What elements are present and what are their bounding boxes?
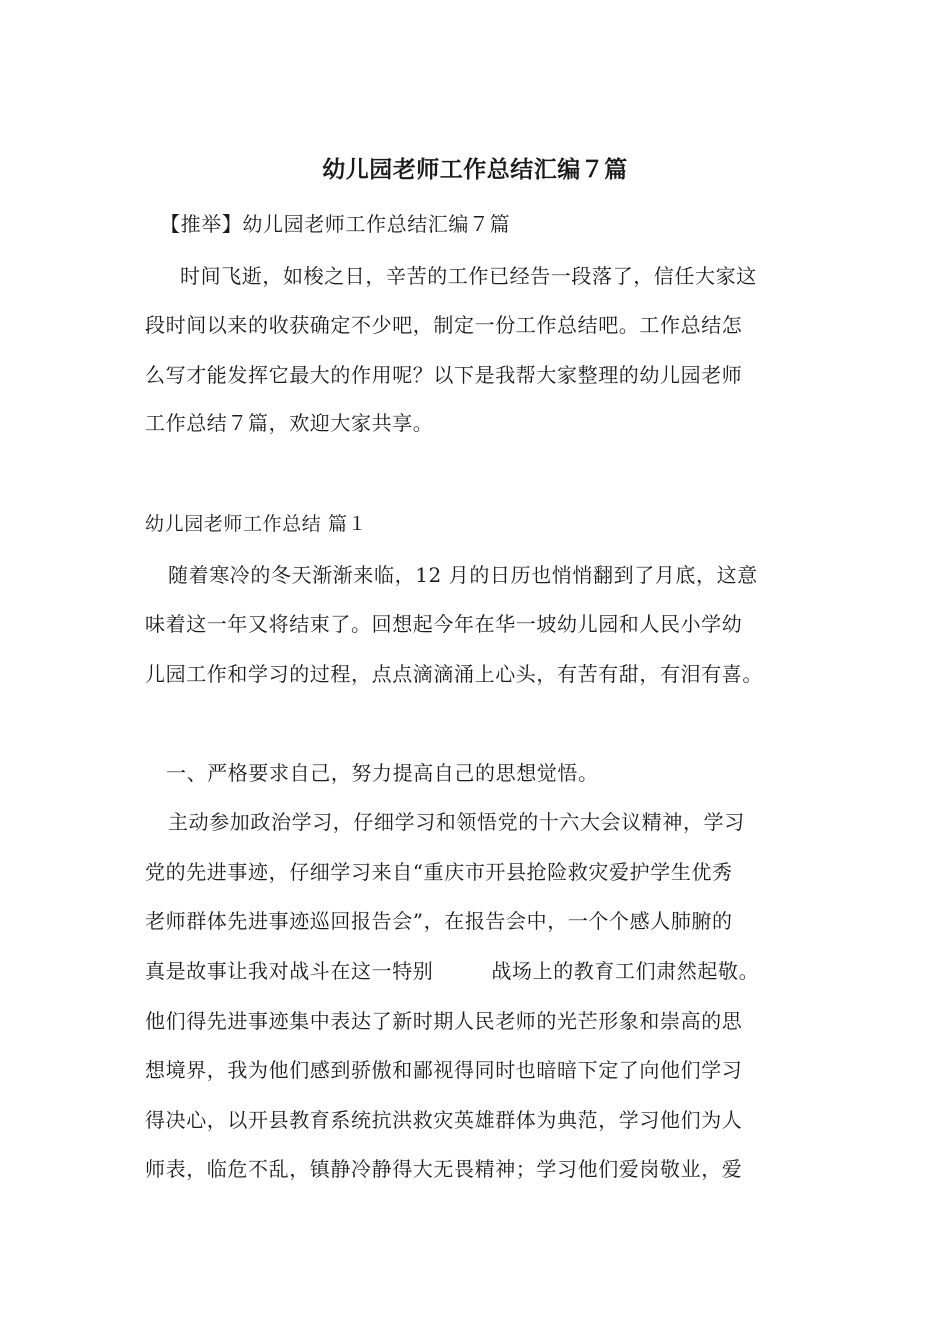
paragraph-line: 想境界，我为他们感到骄傲和鄙视得同时也暗暗下定了向他们学习 xyxy=(145,1058,743,1082)
document-subtitle: 【推举】幼儿园老师工作总结汇编７篇 xyxy=(160,212,511,236)
paragraph-line: 主动参加政治学习，仔细学习和领悟党的十六大会议精神，学习 xyxy=(168,810,745,834)
paragraph-line: 得决心，以开县教育系统抗洪救灾英雄群体为典范，学习他们为人 xyxy=(145,1108,743,1132)
paragraph-line-part: 战场上的教育工们肃然起敬。 xyxy=(491,959,760,983)
document-title: 幼儿园老师工作总结汇编７篇 xyxy=(322,157,628,183)
paragraph-line xyxy=(145,956,759,986)
intro-line: 段时间以来的收获确定不少吧，制定一份工作总结吧。工作总结怎 xyxy=(145,313,743,337)
section-heading: 幼儿园老师工作总结 篇１ xyxy=(145,513,368,535)
point-heading: 一、严格要求自己，努力提高自己的思想觉悟。 xyxy=(166,761,599,785)
paragraph-line-part: 真是故事让我对战斗在这一特别 xyxy=(145,959,434,983)
paragraph-line: 儿园工作和学习的过程，点点滴滴涌上心头，有苦有甜，有泪有喜。 xyxy=(145,662,763,686)
intro-line: 么写才能发挥它最大的作用呢？以下是我帮大家整理的幼儿园老师 xyxy=(145,363,743,387)
paragraph-line: 随着寒冷的冬天渐渐来临，12 月的日历也悄悄翻到了月底，这意 xyxy=(168,563,758,587)
paragraph-line: 师表，临危不乱，镇静冷静得大无畏精神；学习他们爱岗敬业，爱 xyxy=(145,1157,743,1181)
paragraph-line: 老师群体先进事迹巡回报告会”，在报告会中，一个个感人肺腑的 xyxy=(145,909,733,933)
paragraph-line: 党的先进事迹，仔细学习来自“重庆市开县抢险救灾爱护学生优秀 xyxy=(145,860,733,884)
intro-line: 工作总结７篇，欢迎大家共享。 xyxy=(145,411,434,435)
intro-line: 时间飞逝，如梭之日，辛苦的工作已经告一段落了，信任大家这 xyxy=(180,264,757,288)
paragraph-line: 味着这一年又将结束了。回想起今年在华一坡幼儿园和人民小学幼 xyxy=(145,612,743,636)
paragraph-line: 他们得先进事迹集中表达了新时期人民老师的光芒形象和崇高的思 xyxy=(145,1009,743,1033)
